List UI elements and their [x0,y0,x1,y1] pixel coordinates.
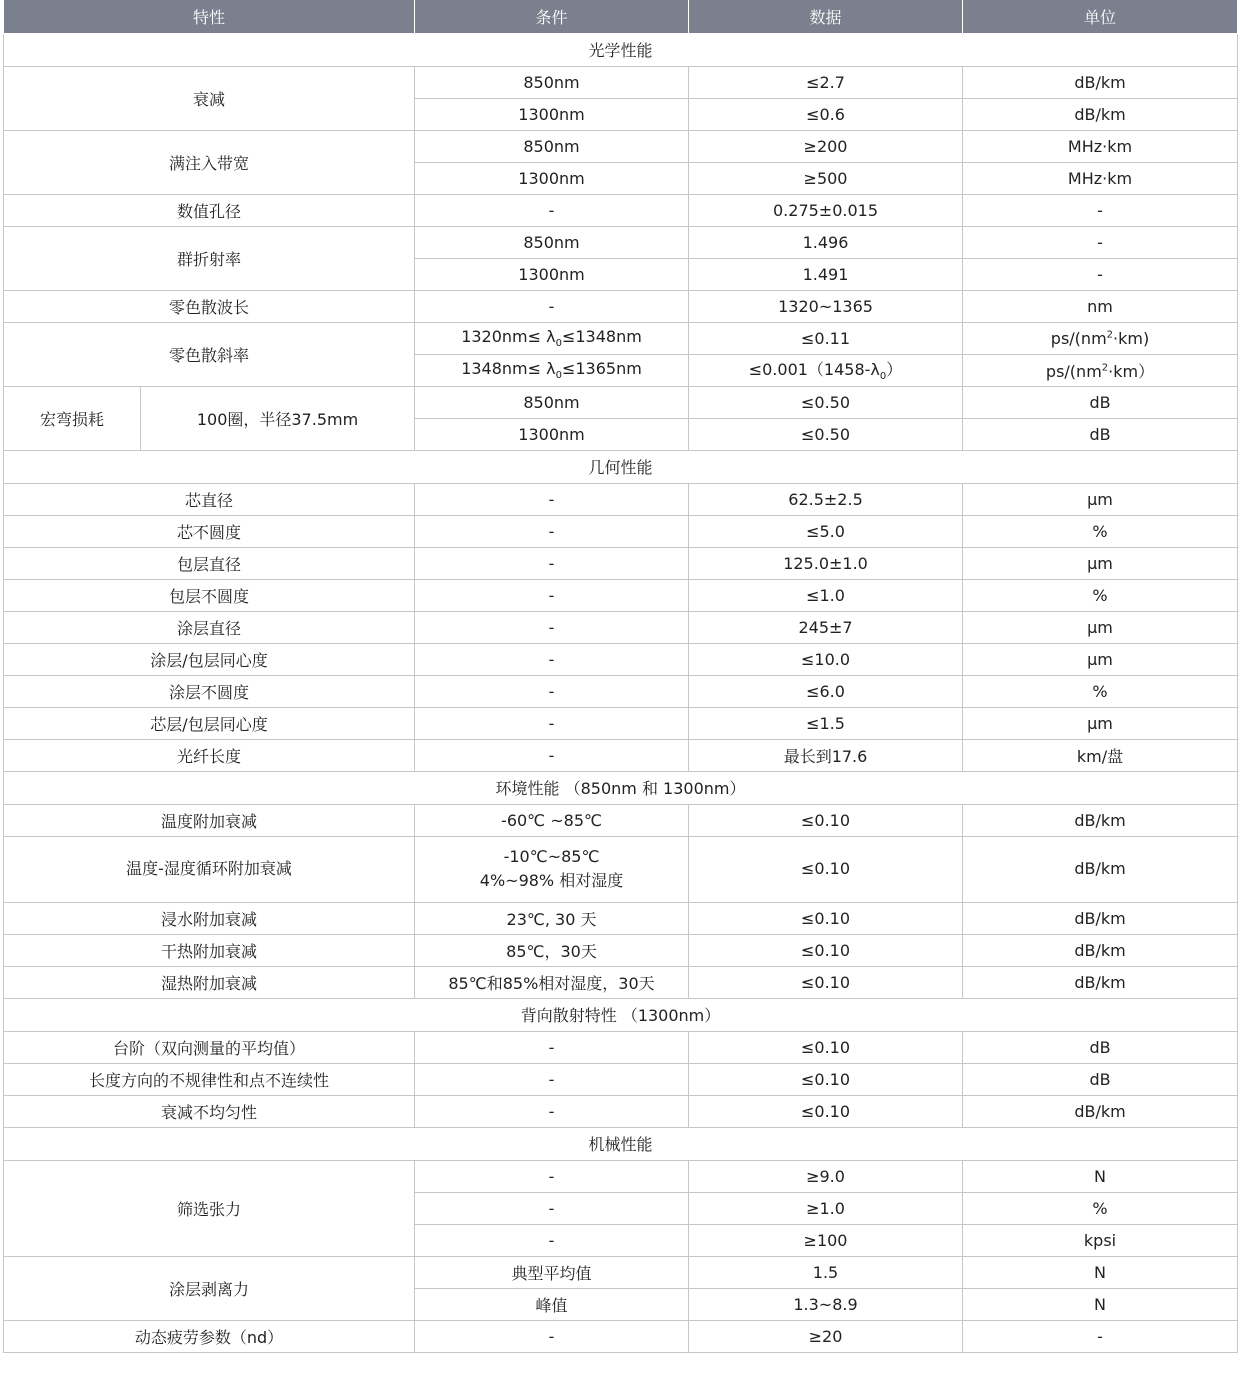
cell-condition: 23℃, 30 天 [415,902,689,934]
cell-value: 1.5 [689,1256,963,1288]
cell-condition: - [415,1224,689,1256]
cell-condition: - [415,515,689,547]
cell-condition: 峰值 [415,1288,689,1320]
cell-condition: 85℃，30天 [415,934,689,966]
section-optical: 光学性能 [4,33,1238,66]
section-row [4,998,1238,1031]
table-row [4,579,1238,611]
table-row [4,1063,1238,1095]
cell-value: ≤0.10 [689,934,963,966]
cell-condition: 1300nm [415,98,689,130]
row-label: 包层不圆度 [4,579,415,611]
cell-value: ≤0.10 [689,902,963,934]
header-condition: 条件 [415,0,689,33]
table-row [4,707,1238,739]
cell-condition: - [415,483,689,515]
cell-value: 1320~1365 [689,290,963,322]
row-label: 筛选张力 [4,1160,415,1256]
table-row [4,547,1238,579]
cell-unit: - [963,226,1238,258]
table-row [4,1160,1238,1192]
spec-table-container [3,0,1238,1353]
cell-value: 0.275±0.015 [689,194,963,226]
cell-value: ≤2.7 [689,66,963,98]
row-label: 包层直径 [4,547,415,579]
cell-condition: - [415,1063,689,1095]
cell-condition: - [415,290,689,322]
cell-value: 1.496 [689,226,963,258]
header-unit: 单位 [963,0,1238,33]
section-mechanical: 机械性能 [4,1127,1238,1160]
table-row [4,902,1238,934]
cell-value: ≤1.0 [689,579,963,611]
table-row [4,130,1238,162]
table-row [4,643,1238,675]
cell-unit: - [963,194,1238,226]
cell-unit: MHz·km [963,130,1238,162]
row-label: 宏弯损耗 [4,386,141,450]
cell-condition: 850nm [415,386,689,418]
cell-condition: - [415,1320,689,1352]
cell-unit: dB/km [963,1095,1238,1127]
row-label: 芯不圆度 [4,515,415,547]
cell-value: ≤0.10 [689,1063,963,1095]
cell-condition: - [415,1095,689,1127]
cell-value: ≤0.10 [689,1031,963,1063]
section-environmental: 环境性能 （850nm 和 1300nm） [4,771,1238,804]
cell-unit: % [963,675,1238,707]
cell-value: ≤10.0 [689,643,963,675]
row-label: 数值孔径 [4,194,415,226]
row-label: 涂层不圆度 [4,675,415,707]
cell-unit: dB [963,386,1238,418]
row-label: 群折射率 [4,226,415,290]
row-label: 芯层/包层同心度 [4,707,415,739]
cell-condition: - [415,547,689,579]
cell-condition: $1348nm\le \lambda_0\le 1365nm$ [415,354,689,386]
table-row [4,675,1238,707]
row-label: 台阶（双向测量的平均值） [4,1031,415,1063]
cell-value: 最长到17.6 [689,739,963,771]
cell-unit: μm [963,547,1238,579]
table-row [4,804,1238,836]
cell-condition: 850nm [415,226,689,258]
section-row [4,771,1238,804]
table-row [4,515,1238,547]
cell-unit: dB/km [963,934,1238,966]
section-geometric: 几何性能 [4,450,1238,483]
cell-unit: dB [963,1063,1238,1095]
row-label: 芯直径 [4,483,415,515]
table-row [4,1095,1238,1127]
cell-value: ≤0.10 [689,966,963,998]
table-row [4,1320,1238,1352]
row-label: 湿热附加衰减 [4,966,415,998]
row-label: 满注入带宽 [4,130,415,194]
table-row [4,611,1238,643]
cell-unit: - [963,1320,1238,1352]
cell-value: ≤6.0 [689,675,963,707]
cell-unit: MHz·km [963,162,1238,194]
cell-unit: N [963,1256,1238,1288]
cell-unit: kpsi [963,1224,1238,1256]
cell-value: ≤0.50 [689,386,963,418]
cell-condition: $1320nm\le \lambda_0\le 1348nm$ [415,322,689,354]
cell-value: ≥1.0 [689,1192,963,1224]
cell-value: ≤0.6 [689,98,963,130]
cell-unit: km/盘 [963,739,1238,771]
cell-unit: $ps/(nm^2\cdot km)$ [963,322,1238,354]
row-label: 零色散斜率 [4,322,415,386]
cell-unit: % [963,1192,1238,1224]
cell-unit: % [963,515,1238,547]
table-row [4,322,1238,354]
cell-value: $\le 0.001(1458-\lambda_0)$ [689,354,963,386]
cell-value: 245±7 [689,611,963,643]
row-label: 衰减 [4,66,415,130]
cell-unit: - [963,258,1238,290]
row-label: 长度方向的不规律性和点不连续性 [4,1063,415,1095]
row-label: 涂层/包层同心度 [4,643,415,675]
cell-unit: dB/km [963,966,1238,998]
cell-value: ≤0.11 [689,322,963,354]
cell-unit: μm [963,643,1238,675]
section-backscatter: 背向散射特性 （1300nm） [4,998,1238,1031]
table-row [4,386,1238,418]
cell-condition: 1300nm [415,162,689,194]
cell-unit: dB/km [963,836,1238,902]
table-row [4,1031,1238,1063]
table-row [4,290,1238,322]
table-row [4,836,1238,902]
cell-condition: - [415,1031,689,1063]
cell-value: 1.3~8.9 [689,1288,963,1320]
cell-unit: μm [963,611,1238,643]
cell-unit: dB [963,1031,1238,1063]
cell-value: ≤0.10 [689,836,963,902]
row-label: 零色散波长 [4,290,415,322]
cell-unit: N [963,1288,1238,1320]
cell-condition: 1300nm [415,418,689,450]
cell-value: 1.491 [689,258,963,290]
table-row [4,483,1238,515]
fiber-spec-table [3,0,1238,1353]
header-data: 数据 [689,0,963,33]
table-row [4,194,1238,226]
cell-value: ≤0.10 [689,1095,963,1127]
cell-value: 125.0±1.0 [689,547,963,579]
cell-unit: dB/km [963,66,1238,98]
header-row [4,0,1238,33]
cell-unit: μm [963,707,1238,739]
cell-unit: dB/km [963,98,1238,130]
cell-condition: - [415,1192,689,1224]
cell-value: ≤0.50 [689,418,963,450]
row-sublabel: 100圈，半径37.5mm [141,386,415,450]
row-label: 涂层直径 [4,611,415,643]
table-row [4,66,1238,98]
cell-condition: 典型平均值 [415,1256,689,1288]
cell-value: ≥200 [689,130,963,162]
cell-condition: -60℃ ~85℃ [415,804,689,836]
table-row [4,966,1238,998]
cell-value: ≥9.0 [689,1160,963,1192]
cell-value: ≥500 [689,162,963,194]
section-row [4,1127,1238,1160]
row-label: 浸水附加衰减 [4,902,415,934]
cell-unit: μm [963,483,1238,515]
cell-value: 62.5±2.5 [689,483,963,515]
cell-condition: - [415,1160,689,1192]
cell-unit: dB [963,418,1238,450]
cell-condition: - [415,611,689,643]
cell-condition: 850nm [415,66,689,98]
row-label: 光纤长度 [4,739,415,771]
cell-unit: % [963,579,1238,611]
cell-unit: N [963,1160,1238,1192]
table-row [4,934,1238,966]
row-label: 动态疲劳参数（nd） [4,1320,415,1352]
cell-condition: - [415,579,689,611]
row-label: 衰减不均匀性 [4,1095,415,1127]
cell-condition: - [415,194,689,226]
cell-condition: - [415,675,689,707]
cell-condition: 1300nm [415,258,689,290]
cell-value: ≤1.5 [689,707,963,739]
cell-value: ≥20 [689,1320,963,1352]
section-row [4,450,1238,483]
cell-unit: dB/km [963,902,1238,934]
cell-unit: nm [963,290,1238,322]
table-row [4,739,1238,771]
cell-value: ≤5.0 [689,515,963,547]
cell-condition: -10℃~85℃ 4%~98% 相对湿度 [415,836,689,902]
cell-value: ≤0.10 [689,804,963,836]
cell-unit: $ps/(nm^2\cdot km)$ [963,354,1238,386]
row-label: 温度-湿度循环附加衰减 [4,836,415,902]
table-row [4,226,1238,258]
cell-condition: 85℃和85%相对湿度，30天 [415,966,689,998]
cell-condition: - [415,643,689,675]
row-label: 温度附加衰减 [4,804,415,836]
cell-value: ≥100 [689,1224,963,1256]
cell-condition: - [415,707,689,739]
row-label: 涂层剥离力 [4,1256,415,1320]
header-characteristic: 特性 [4,0,415,33]
cell-unit: dB/km [963,804,1238,836]
row-label: 干热附加衰减 [4,934,415,966]
section-row [4,33,1238,66]
cell-condition: 850nm [415,130,689,162]
cell-condition: - [415,739,689,771]
table-row [4,1256,1238,1288]
